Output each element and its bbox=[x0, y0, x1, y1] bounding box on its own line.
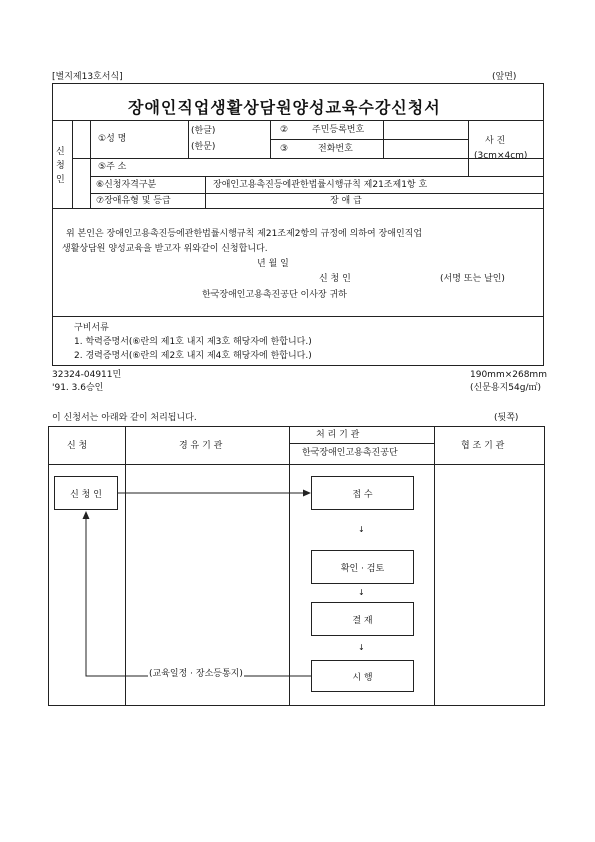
hangul-label: (한글) bbox=[191, 126, 216, 136]
col-applicant: 신 청 bbox=[67, 441, 88, 451]
qualification-value: 장애인고용촉진등에관한법률시행규칙 제21조제1항 호 bbox=[213, 180, 428, 190]
address-label: ⑤주 소 bbox=[98, 162, 127, 172]
col-processing-org: 한국장애인고용촉진공단 bbox=[302, 448, 398, 458]
process-intro: 이 신청서는 아래와 같이 처리됩니다. bbox=[52, 413, 197, 423]
signature-note: (서명 또는 날인) bbox=[440, 274, 505, 284]
paper-type: (신문용지54g/㎡) bbox=[470, 383, 541, 393]
down-arrow-icon: ↓ bbox=[358, 525, 365, 534]
resident-number-label: 주민등록번호 bbox=[312, 125, 365, 135]
disability-value: 장 애 급 bbox=[330, 196, 362, 206]
photo-label: 사 진 bbox=[485, 136, 506, 146]
form-code: 32324-04911민 bbox=[52, 370, 122, 380]
photo-size: (3cm×4cm) bbox=[474, 151, 528, 161]
down-arrow-icon: ↓ bbox=[358, 588, 365, 597]
return-note: (교육일정 · 장소등통지) bbox=[149, 669, 243, 679]
step-approval: 결 재 bbox=[311, 602, 414, 636]
col-via-agency: 경 유 기 관 bbox=[179, 441, 223, 451]
up-arrow-icon bbox=[83, 511, 90, 519]
disability-label: ⑦장애유형 및 등급 bbox=[96, 196, 171, 206]
form-title: 장애인직업생활상담원양성교육수강신청서 bbox=[128, 98, 441, 117]
approval-date: '91. 3.6승인 bbox=[52, 383, 104, 393]
applicant-side-1: 신 bbox=[56, 147, 65, 157]
statement-line-1: 위 본인은 장애인고용촉진등에관한법률시행규칙 제21조제2항의 규정에 의하여 장애인직업 bbox=[66, 229, 423, 239]
phone-index: ③ bbox=[280, 144, 289, 154]
step-receive: 접 수 bbox=[311, 476, 414, 510]
right-arrow-icon bbox=[303, 490, 311, 497]
applicant-side-2: 청 bbox=[56, 161, 65, 171]
hanja-label: (한문) bbox=[191, 142, 216, 152]
qualification-label: ⑥신청자격구분 bbox=[96, 180, 157, 190]
required-document-1: 1. 학력증명서(⑥란의 제1호 내지 제3호 해당자에 한합니다.) bbox=[74, 337, 312, 347]
back-side-label: (뒷쪽) bbox=[494, 413, 519, 423]
col-processing-agency: 처 리 기 관 bbox=[316, 430, 360, 440]
col-cooperating-agency: 협 조 기 관 bbox=[461, 441, 505, 451]
front-side-label: (앞면) bbox=[492, 72, 517, 82]
recipient: 한국장애인고용촉진공단 이사장 귀하 bbox=[202, 290, 347, 300]
form-number: [별지제13호서식] bbox=[52, 72, 123, 82]
resident-number-index: ② bbox=[280, 125, 289, 135]
applicant-side-3: 인 bbox=[56, 175, 65, 185]
applicant-box: 신 청 인 bbox=[54, 476, 118, 510]
applicant-signature-label: 신 청 인 bbox=[319, 274, 351, 284]
step-review: 확인 · 검토 bbox=[311, 550, 414, 584]
step-execute: 시 행 bbox=[311, 660, 414, 692]
required-documents-title: 구비서류 bbox=[74, 323, 109, 333]
required-document-2: 2. 경력증명서(⑥란의 제2호 내지 제4호 해당자에 한합니다.) bbox=[74, 351, 312, 361]
phone-label: 전화번호 bbox=[318, 144, 353, 154]
statement-line-2: 생활상담원 양성교육을 받고자 위와같이 신청합니다. bbox=[62, 244, 268, 254]
down-arrow-icon: ↓ bbox=[358, 643, 365, 652]
name-label: ①성 명 bbox=[98, 134, 127, 144]
paper-size: 190mm×268mm bbox=[470, 370, 547, 380]
date-line: 년 월 일 bbox=[257, 259, 289, 269]
